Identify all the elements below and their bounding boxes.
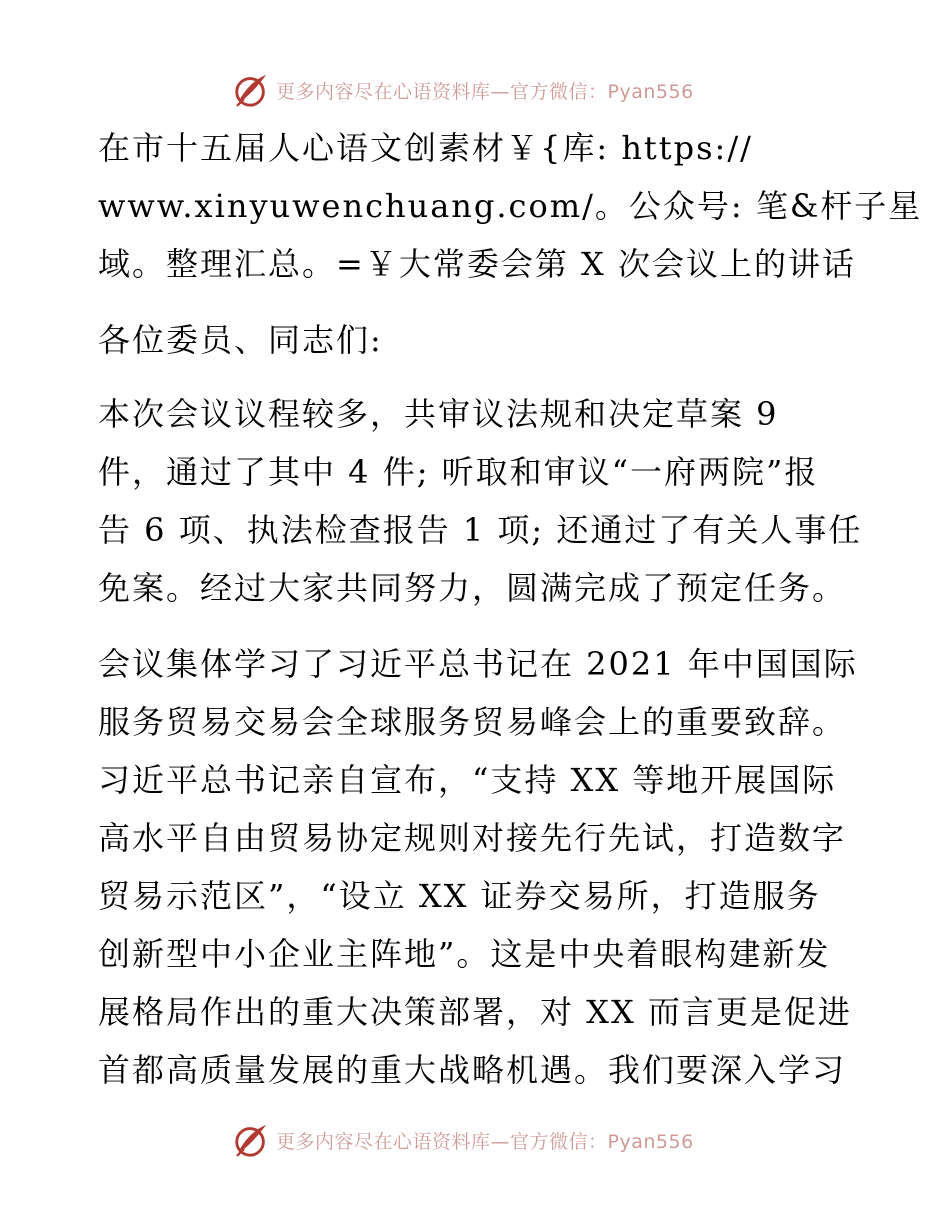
text-line: 贸易示范区”，“设立 XX 证券交易所，打造服务: [98, 877, 821, 915]
text-line: 各位委员、同志们:: [98, 321, 383, 359]
text-line: 习近平总书记亲自宣布，“支持 XX 等地开展国际: [98, 761, 837, 799]
text-line: 告 6 项、执法检查报告 1 项; 还通过了有关人事任: [98, 511, 863, 549]
text-line: 展格局作出的重大决策部署，对 XX 而言更是促进: [98, 993, 852, 1031]
watermark-text: 更多内容尽在心语资料库—官方微信：Pyan556: [276, 1130, 694, 1153]
feather-pen-circle-icon: [232, 1121, 270, 1159]
text-line: 创新型中小企业主阵地”。这是中央着眼构建新发: [98, 935, 831, 973]
watermark-footer: [232, 1120, 694, 1160]
text-line: 首都高质量发展的重大战略机遇。我们要深入学习: [98, 1051, 847, 1089]
text-line: 会议集体学习了习近平总书记在 2021 年中国国际: [98, 645, 858, 683]
text-line: 在市十五届人心语文创素材￥{库: https://: [98, 129, 753, 167]
text-line: 域。整理汇总。=￥大常委会第 X 次会议上的讲话: [98, 245, 856, 283]
text-line: www.xinyuwenchuang.com/。公众号: 笔&杆子星: [98, 187, 923, 225]
text-line: 服务贸易交易会全球服务贸易峰会上的重要致辞。: [98, 703, 847, 741]
watermark-header: [232, 70, 694, 110]
watermark-text: 更多内容尽在心语资料库—官方微信：Pyan556: [276, 80, 694, 103]
text-line: 免案。经过大家共同努力，圆满完成了预定任务。: [98, 569, 847, 607]
text-line: 本次会议议程较多，共审议法规和决定草案 9: [98, 395, 779, 433]
text-line: 高水平自由贸易协定规则对接先行先试，打造数字: [98, 819, 847, 857]
text-line: 件，通过了其中 4 件; 听取和审议“一府两院”报: [98, 453, 819, 491]
feather-pen-circle-icon: [232, 71, 270, 109]
